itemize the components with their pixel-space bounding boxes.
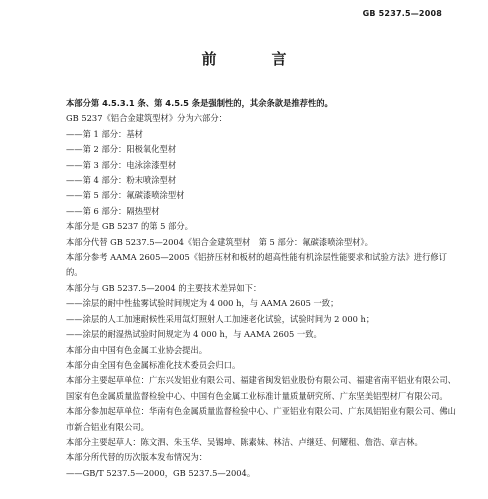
paragraph: ——第 5 部分：氟碳漆喷涂型材 <box>66 190 185 201</box>
standard-code: GB 5237.5—2008 <box>362 9 442 18</box>
paragraph: 本部分主要起草单位：广东兴发铝业有限公司、福建省闽发铝业股份有限公司、福建省南平铝业有限公司、国家有色金属质量监督检验中心、中国有色金属工业标准计量质量研究所、广东坚美铝型材厂有限公司。 <box>66 375 456 401</box>
paragraph: ——涂层的耐中性盐雾试验时间规定为 4 000 h，与 AAMA 2605 一致； <box>66 298 339 309</box>
page-title: 前 言 <box>201 50 307 68</box>
paragraph: ——GB/T 5237.5—2000，GB 5237.5—2004。 <box>66 467 256 478</box>
paragraph: GB 5237《铝合金建筑型材》分为六部分： <box>66 113 227 124</box>
paragraph: ——第 1 部分：基材 <box>66 128 143 139</box>
paragraph: ——第 4 部分：粉末喷涂型材 <box>66 175 177 186</box>
paragraph: 本部分由全国有色金属标准化技术委员会归口。 <box>66 359 241 370</box>
paragraph: 本部分第 4.5.3.1 条、第 4.5.5 条是强制性的，其余条款是推荐性的。 <box>66 98 333 108</box>
paragraph: 本部分主要起草人：陈文泗、朱玉华、吴锡坤、陈素妹、林洁、卢继廷、何耀租、詹浩、章吉林。 <box>66 436 423 447</box>
paragraph: ——涂层的人工加速耐候性采用氙灯照射人工加速老化试验，试验时间为 2 000 h； <box>66 313 375 324</box>
paragraph: 本部分是 GB 5237 的第 5 部分。 <box>66 221 193 232</box>
paragraph: 本部分参加起草单位：华南有色金属质量监督检验中心、广亚铝业有限公司、广东凤铝铝业有限公司、佛山市新合铝业有限公司。 <box>66 406 456 432</box>
paragraph: ——第 6 部分：隔热型材 <box>66 205 160 216</box>
paragraph: ——涂层的耐湿热试验时间规定为 4 000 h，与 AAMA 2605 一致。 <box>66 329 322 340</box>
paragraph: 本部分由中国有色金属工业协会提出。 <box>66 344 208 355</box>
paragraph: 本部分与 GB 5237.5—2004 的主要技术差异如下： <box>66 282 262 293</box>
paragraph: ——第 2 部分：阳极氧化型材 <box>66 144 177 155</box>
paragraph: 本部分代替 GB 5237.5—2004《铝合金建筑型材 第 5 部分：氟碳漆喷涂型材》。 <box>66 236 373 247</box>
paragraph: 本部分参考 AAMA 2605—2005《铝挤压材和板材的超高性能有机涂层性能要求和试验方法》进行修订的。 <box>66 252 447 278</box>
paragraph: ——第 3 部分：电泳涂漆型材 <box>66 159 177 170</box>
paragraph: 本部分所代替的历次版本发布情况为： <box>66 452 208 463</box>
document-body <box>66 96 458 481</box>
